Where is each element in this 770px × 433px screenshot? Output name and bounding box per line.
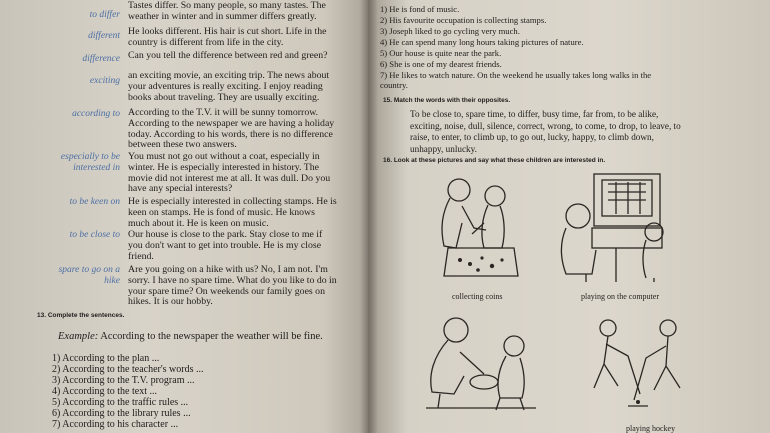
vocab-row — [0, 230, 360, 265]
vocab-text: Tastes differ. So many people, so many tastes. The weather in winter and in summer differs greatly. — [128, 0, 326, 22]
vocab-text: You must not go out without a coat, especially in winter. He is especially interested in history. The movie did not interest me at all. It was dull. Do you have any special interests? — [128, 151, 331, 195]
vocab-word: difference — [82, 54, 120, 64]
vocab-word: according to — [72, 109, 120, 119]
list-item: 1) He is fond of music. — [380, 4, 460, 14]
vocab-row — [0, 71, 360, 111]
children-playing-illustration — [420, 312, 540, 422]
example-text: According to the newspaper the weather will be fine. — [100, 331, 323, 342]
vocab-row — [0, 265, 360, 311]
vocab-text: an exciting movie, an exciting trip. The news about your adventures is really exciting. I enjoy reading books about traveling. They are usually exciting. — [128, 70, 330, 103]
list-item: 6) According to the library rules ... — [52, 408, 191, 419]
exercise-heading: 16. Look at these pictures and say what these children are interested in. — [383, 157, 606, 164]
vocab-word: to be keen on — [69, 197, 120, 207]
list-item: 6) She is one of my dearest friends. — [380, 59, 502, 69]
example-label: Example: — [58, 331, 99, 342]
list-item: 7) He likes to watch nature. On the weekend he usually takes long walks in the country. — [380, 70, 652, 90]
book-gutter — [360, 0, 378, 433]
picture-caption: playing on the computer — [581, 292, 659, 301]
vocab-word: different — [88, 31, 120, 41]
example-line — [58, 331, 358, 342]
left-page — [0, 0, 368, 433]
exercise-heading: 13. Complete the sentences. — [37, 312, 125, 319]
list-item: 1) According to the plan ... — [52, 353, 160, 364]
playing-hockey-illustration — [588, 314, 698, 424]
list-item: 2) According to the teacher's words ... — [52, 364, 204, 375]
list-item: 3) According to the T.V. program ... — [52, 375, 195, 386]
vocab-row — [0, 152, 360, 198]
list-item: 4) According to the text ... — [52, 386, 157, 397]
list-item: 7) According to his character ... — [52, 419, 179, 430]
vocab-text: According to the T.V. it will be sunny tomorrow. According to the newspaper we are having a holiday today. According to his words, there is no difference between these two answers. — [128, 107, 335, 151]
list-item: 4) He can spend many long hours taking pictures of nature. — [380, 37, 584, 47]
vocab-word: exciting — [89, 76, 120, 86]
list-item: 2) His favourite occupation is collecting stamps. — [380, 15, 547, 25]
list-item: 3) Joseph liked to go cycling very much. — [380, 26, 520, 36]
vocab-text: Are you going on a hike with us? No, I am not. I'm sorry. I have no spare time. What do you like to do in your spare time? On weekends our family goes on hikes. It is our hobby. — [128, 264, 337, 308]
playing-computer-illustration — [556, 170, 668, 285]
picture-caption: playing hockey — [626, 424, 676, 433]
collecting-coins-illustration — [432, 168, 522, 286]
vocab-text: He is especially interested in collecting stamps. He is keen on stamps. He is fond of music. He knows much about it. He is keen on music. — [128, 196, 337, 229]
vocab-word: to be close to — [69, 230, 120, 240]
vocab-text: Our house is close to the park. Stay close to me if you don't want to get into trouble. He is my close friend. — [128, 229, 323, 262]
vocab-row — [0, 108, 360, 152]
exercise-text: To be close to, spare time, to differ, busy time, far from, to be alike, exciting, noise, dull, silence, correct, wrong, to come, to drop, to leave, to raise, to enter, to climb up, to go out, lucky, happy, to climb down, unhappy, unlucky. — [410, 109, 681, 154]
list-item: 5) Our house is quite near the park. — [380, 48, 502, 58]
vocab-word: especially to be interested in — [60, 152, 120, 173]
vocab-word: spare to go on a hike — [58, 265, 120, 286]
vocab-text: He looks different. His hair is cut short. Life in the country is different from life in the city. — [128, 26, 327, 48]
list-item: 5) According to the traffic rules ... — [52, 397, 189, 408]
picture-caption: collecting coins — [452, 292, 503, 301]
vocab-text: Can you tell the difference between red and green? — [128, 50, 328, 61]
exercise-heading: 15. Match the words with their opposites. — [383, 97, 511, 104]
vocab-row — [0, 25, 360, 49]
vocab-word: to differ — [89, 10, 120, 20]
vocab-row — [0, 197, 360, 231]
vocab-row — [0, 49, 360, 71]
